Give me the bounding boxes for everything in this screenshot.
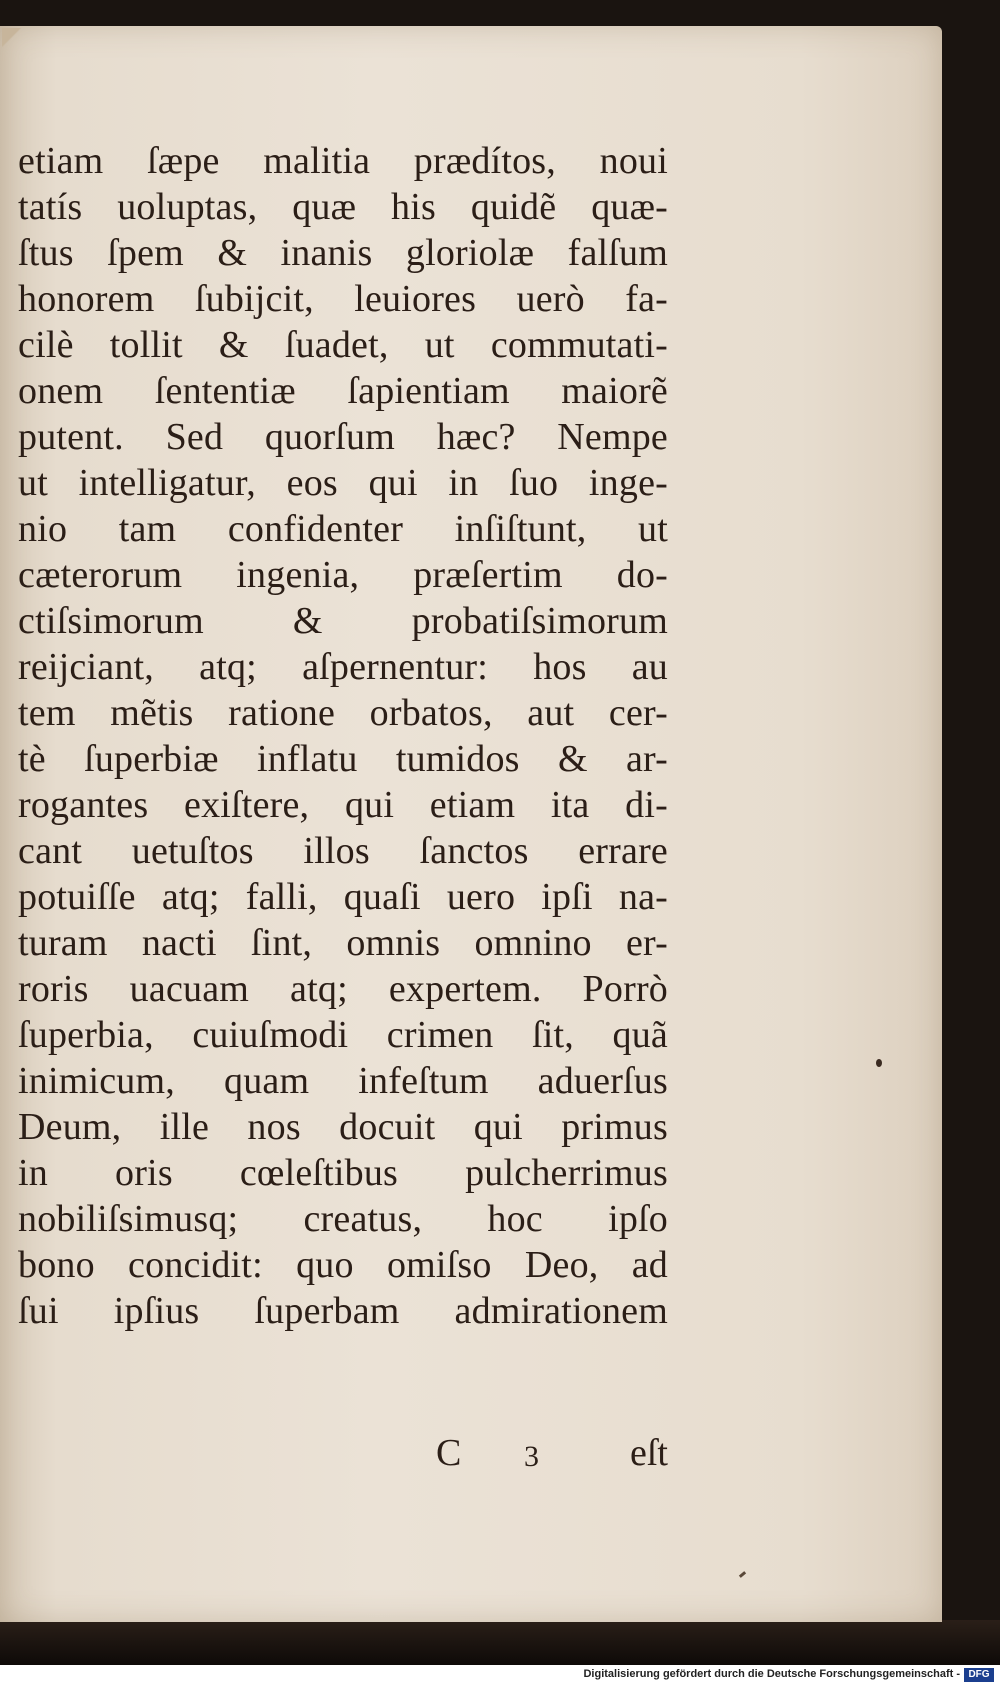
text-line: cant uetuſtos illos ſanctos errare [18, 830, 668, 872]
book-edge [0, 1620, 1000, 1665]
ink-tick [739, 1571, 746, 1578]
text-line: potuiſſe atq; falli, quaſi uero ipſi na- [18, 876, 668, 918]
text-line: ſuperbia, cuiuſmodi crimen ſit, quã [18, 1014, 668, 1056]
text-line: roris uacuam atq; expertem. Porrò [18, 968, 668, 1010]
text-line: bono concidit: quo omiſso Deo, ad [18, 1244, 668, 1286]
text-line: in oris cœleſtibus pulcherrimus [18, 1152, 668, 1194]
text-line: Deum, ille nos docuit qui primus [18, 1106, 668, 1148]
book-page [0, 26, 942, 1622]
catchword: eſt [630, 1432, 668, 1474]
text-line: tem mẽtis ratione orbatos, aut cer- [18, 692, 668, 734]
page-footer [18, 1430, 668, 1476]
text-line: ut intelligatur, eos qui in ſuo inge- [18, 462, 668, 504]
text-line: nobiliſsimusq; creatus, hoc ipſo [18, 1198, 668, 1240]
text-line: cilè tollit & ſuadet, ut commutati- [18, 324, 668, 366]
text-line: reijciant, atq; aſpernentur: hos au [18, 646, 668, 688]
text-line: honorem ſubijcit, leuiores uerò fa- [18, 278, 668, 320]
credit-bar [0, 1665, 1000, 1687]
text-line: onem ſententiæ ſapientiam maiorẽ [18, 370, 668, 412]
text-line: inimicum, quam infeſtum aduerſus [18, 1060, 668, 1102]
text-line: nio tam confidenter inſiſtunt, ut [18, 508, 668, 550]
text-line: turam nacti ſint, omnis omnino er- [18, 922, 668, 964]
credit-text: Digitalisierung gefördert durch die Deutsche Forschungsgemeinschaft - [583, 1668, 960, 1680]
page-corner [2, 28, 22, 48]
text-line: rogantes exiſtere, qui etiam ita di- [18, 784, 668, 826]
ink-spot [876, 1059, 882, 1067]
text-block [18, 138, 668, 1474]
text-line: tatís uoluptas, quæ his quidẽ quæ- [18, 186, 668, 228]
text-line: ſtus ſpem & inanis gloriolæ falſum [18, 232, 668, 274]
text-line: cæterorum ingenia, præſertim do- [18, 554, 668, 596]
text-line: ſui ipſius ſuperbam admirationem [18, 1290, 668, 1332]
text-line: tè ſuperbiæ inflatu tumidos & ar- [18, 738, 668, 780]
dfg-logo: DFG [964, 1668, 994, 1682]
signature-mark: C [436, 1432, 462, 1474]
text-line: etiam ſæpe malitia prædítos, noui [18, 140, 668, 182]
text-line: ctiſsimorum & probatiſsimorum [18, 600, 668, 642]
text-line: putent. Sed quorſum hæc? Nempe [18, 416, 668, 458]
signature-number: 3 [524, 1440, 539, 1473]
